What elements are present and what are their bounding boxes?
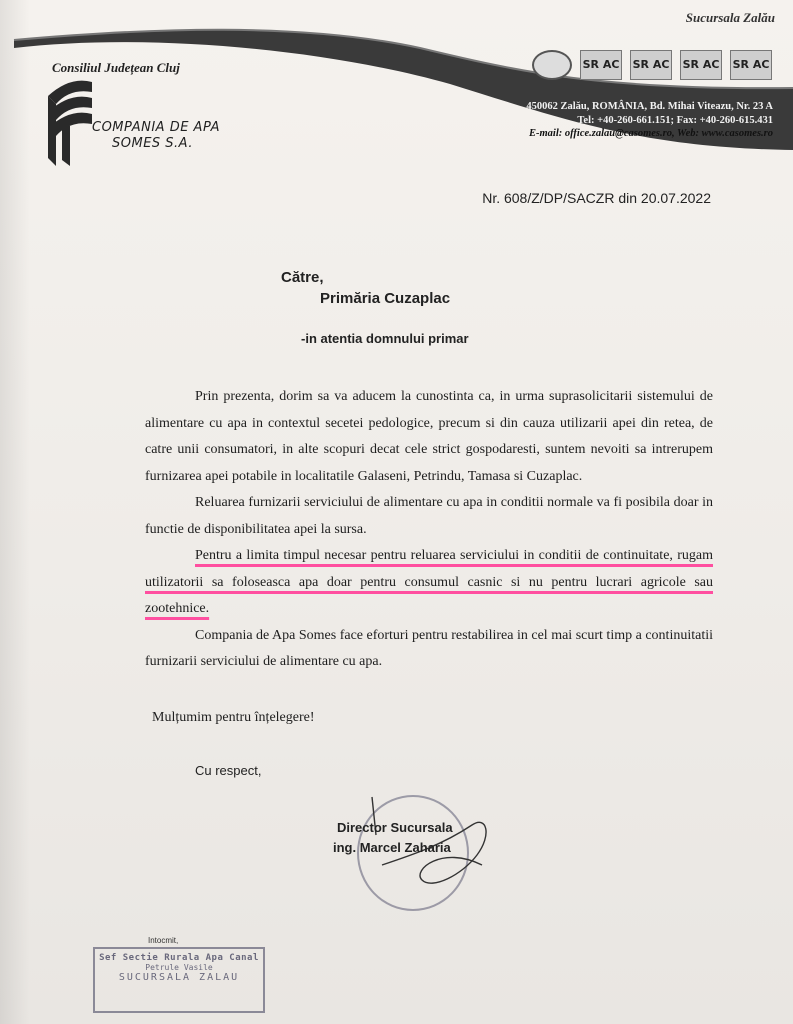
company-logo-icon bbox=[44, 76, 94, 171]
logo-line-2: SOMES S.A. bbox=[112, 136, 193, 151]
address: 450062 Zalău, ROMÂNIA, Bd. Mihai Viteazu, Nr. 23 A bbox=[526, 101, 773, 112]
council-name: Consiliul Județean Cluj bbox=[52, 60, 180, 75]
stamp-line-2: Petrule Vasile bbox=[145, 963, 213, 972]
email-web: E-mail: office.zalau@casomes.ro, Web: www.casomes.ro bbox=[528, 128, 773, 139]
branch-name: Sucursala Zalău bbox=[685, 10, 775, 25]
stamp-line-1: Sef Sectie Rurala Apa Canal bbox=[99, 953, 259, 963]
paragraph-4: Compania de Apa Somes face eforturi pentru restabilirea in cel mai scurt timp a continuitatii furnizarii serviciului de alimentare cu apa. bbox=[145, 627, 713, 669]
signer-title: Director Sucursala bbox=[337, 820, 453, 835]
phone-fax: Tel: +40-260-661.151; Fax: +40-260-615.431 bbox=[577, 114, 773, 126]
prepared-by-label: Intocmit, bbox=[148, 936, 179, 945]
certification-badges bbox=[532, 50, 772, 80]
stamp-line-3: SUCURSALA ZALAU bbox=[118, 972, 240, 983]
paragraph-3-highlighted: Pentru a limita timpul necesar pentru reluarea serviciului in conditii de continuitate, rugam utilizatorii sa foloseasca apa doar pentru consumul casnic si nu pentru lucrari agricole sau zootehnice. bbox=[145, 548, 713, 616]
thanks-line: Mulțumim pentru înțelegere! bbox=[152, 710, 315, 725]
paragraph-1: Prin prezenta, dorim sa va aducem la cunostinta ca, in urma suprasolicitarii sistemului de alimentare cu apa in contextul secetei pedologice, precum si din cauza utilizarii apei din retea, de catre unii consumatori, in alte scopuri decat cele strict gospodaresti, suntem nevoiti sa intrerupem furnizarea apei potabile in localitatile Galaseni, Petrindu, Tamasa si Cuzaplac. bbox=[145, 389, 713, 484]
contact-block bbox=[526, 100, 773, 141]
cert-badge: SR AC bbox=[680, 50, 722, 80]
cert-badge: SR AC bbox=[630, 50, 672, 80]
letter-body bbox=[145, 384, 713, 676]
closing-line: Cu respect, bbox=[195, 763, 262, 778]
cert-badge: SR AC bbox=[580, 50, 622, 80]
logo-line-1: COMPANIA DE APA bbox=[92, 120, 221, 135]
recipient-label: Către, bbox=[281, 269, 324, 286]
company-logo-text bbox=[92, 120, 220, 152]
iso-cert-icon bbox=[532, 50, 572, 80]
signer-name: ing. Marcel Zaharia bbox=[333, 840, 451, 855]
attention-line: -in atentia domnului primar bbox=[301, 331, 469, 346]
reference-number: Nr. 608/Z/DP/SACZR din 20.07.2022 bbox=[482, 190, 711, 206]
cert-badge: SR AC bbox=[730, 50, 772, 80]
rectangular-stamp bbox=[93, 947, 265, 1013]
paragraph-2: Reluarea furnizarii serviciului de alimentare cu apa in conditii normale va fi posibila doar in functie de disponibilitatea apei la sursa. bbox=[145, 495, 713, 537]
recipient-name: Primăria Cuzaplac bbox=[320, 290, 451, 307]
